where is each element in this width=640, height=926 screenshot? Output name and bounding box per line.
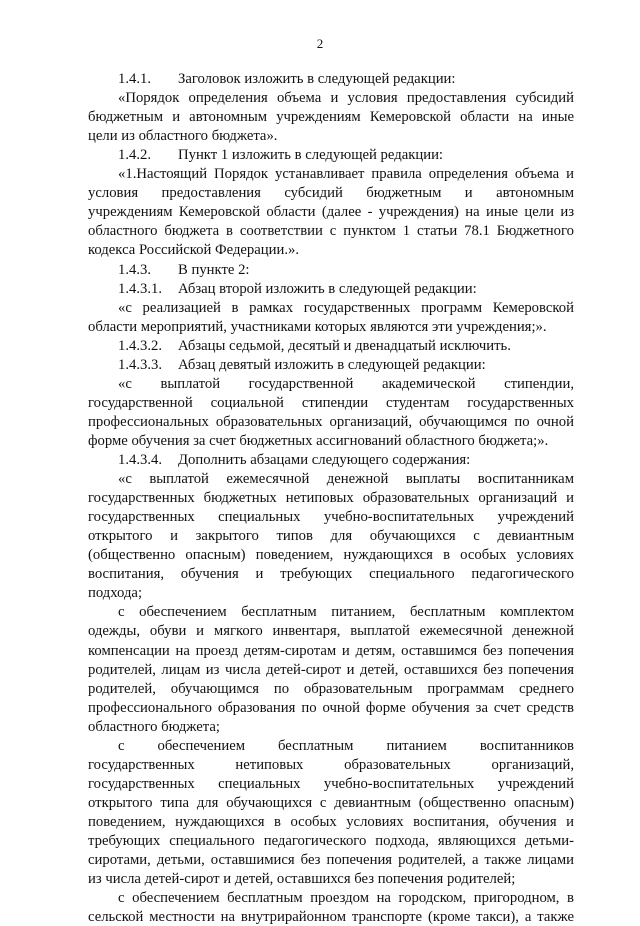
- text-line: [118, 451, 574, 469]
- line-text: из числа детей-сирот и детей, оставшихся без попечения родителей;: [88, 871, 516, 888]
- line-text: областного бюджета;: [88, 718, 220, 735]
- line-text: форме обучения за счет бюджетных ассигнований областного бюджета;».: [88, 432, 549, 449]
- line-text: с обеспечением бесплатным питанием воспитанников: [118, 737, 574, 754]
- text-line: [88, 908, 574, 926]
- text-line: [88, 699, 574, 717]
- line-text: родителей, лицам из числа детей-сирот и детей, оставшихся без попечения: [88, 661, 574, 678]
- line-text: «1.Настоящий Порядок устанавливает правила определения объема и: [118, 166, 574, 183]
- line-text: Пункт 1 изложить в следующей редакции:: [178, 147, 444, 164]
- clause-number: 1.4.3.1.: [118, 280, 163, 297]
- text-line: [118, 146, 574, 164]
- clause-number: 1.4.1.: [118, 71, 152, 87]
- text-line: [88, 527, 574, 545]
- text-line: [118, 889, 574, 907]
- line-text: открытого и закрытого типов для обучающихся с девиантным: [88, 528, 574, 545]
- line-text: профессионального образования по очной форме обучения за счет средств: [88, 699, 574, 716]
- line-text: условия предоставления субсидий бюджетным и автономным: [88, 185, 574, 202]
- line-text: профессиональных образовательных организаций, обучающимся по очной: [88, 413, 574, 430]
- line-text: с обеспечением бесплатным питанием, бесплатным комплектом: [118, 604, 574, 621]
- line-text: «с выплатой ежемесячной денежной выплаты воспитанникам: [118, 471, 574, 488]
- text-line: [88, 584, 574, 602]
- text-line: [88, 394, 574, 412]
- text-line: [118, 470, 574, 488]
- line-text: родителей, обучающимся по образовательным программам среднего: [88, 680, 574, 697]
- line-text: «с выплатой государственной академической стипендии,: [118, 375, 574, 392]
- line-text: государственной социальной стипендии студентам государственных: [88, 394, 574, 411]
- line-text: требующих специального педагогического подхода, являющихся детьми-: [88, 833, 574, 849]
- line-text: воспитания, обучения и требующих специального педагогического: [88, 566, 574, 583]
- line-text: бюджетным и автономным учреждениям Кемеровской области на иные: [88, 109, 574, 126]
- text-line: [88, 870, 574, 888]
- line-text: Абзац девятый изложить в следующей редакции:: [178, 356, 486, 373]
- text-line: [88, 127, 574, 145]
- text-line: [88, 432, 574, 450]
- text-line: [118, 356, 574, 374]
- clause-number: 1.4.3.: [118, 261, 152, 278]
- text-line: [88, 756, 574, 774]
- line-text: с обеспечением бесплатным проездом на городском, пригородном, в: [118, 890, 574, 907]
- text-line: [88, 108, 574, 126]
- line-text: кодекса Российской Федерации.».: [88, 242, 300, 259]
- text-line: [88, 565, 574, 583]
- text-line: [88, 622, 574, 640]
- text-line: [88, 222, 574, 240]
- text-line: [88, 661, 574, 679]
- text-line: [118, 280, 574, 298]
- text-line: [88, 642, 574, 660]
- line-text: государственных нетиповых образовательных организаций,: [88, 756, 574, 773]
- line-text: подхода;: [88, 585, 143, 602]
- text-line: [88, 851, 574, 869]
- text-line: [88, 318, 574, 336]
- clause-number: 1.4.3.2.: [118, 337, 163, 354]
- text-line: [118, 165, 574, 183]
- text-line: [88, 813, 574, 831]
- text-line: [118, 337, 574, 355]
- page-number: 2: [316, 36, 324, 51]
- text-line: [118, 603, 574, 621]
- text-line: [88, 241, 574, 259]
- text-line: [88, 775, 574, 793]
- text-line: [88, 718, 574, 736]
- text-line: [118, 89, 574, 107]
- text-line: [88, 489, 574, 507]
- line-text: областного бюджета в соответствии с пунктом 1 статьи 78.1 Бюджетного: [88, 223, 574, 240]
- line-text: государственных бюджетных нетиповых образовательных организаций и: [88, 490, 574, 507]
- text-line: [88, 203, 574, 221]
- clause-number: 1.4.3.4.: [118, 452, 163, 468]
- line-text: Абзацы седьмой, десятый и двенадцатый исключить.: [178, 337, 511, 354]
- text-line: [88, 546, 574, 564]
- line-text: Дополнить абзацами следующего содержания:: [178, 452, 471, 468]
- clause-number: 1.4.3.3.: [118, 356, 163, 373]
- line-text: компенсации на проезд детям-сиротам и детям, оставшимся без попечения: [88, 642, 574, 659]
- text-line: [118, 261, 574, 279]
- text-line: [88, 413, 574, 431]
- line-text: «Порядок определения объема и условия предоставления субсидий: [118, 90, 574, 107]
- line-text: В пункте 2:: [178, 261, 250, 278]
- line-text: (общественно опасным) поведением, нуждающихся в особых условиях: [88, 547, 574, 564]
- line-text: государственных специальных учебно-воспитательных учреждений: [88, 509, 574, 526]
- line-text: сельской местности на внутрирайонном транспорте (кроме такси), а также: [88, 909, 574, 926]
- line-text: поведением, нуждающихся в особых условиях воспитания, обучения и: [88, 813, 574, 830]
- line-text: открытого типа для обучающихся с девиантным (общественно опасным): [88, 794, 574, 811]
- text-line: [118, 737, 574, 755]
- clause-number: 1.4.2.: [118, 147, 152, 164]
- text-line: [88, 680, 574, 698]
- line-text: Абзац второй изложить в следующей редакции:: [178, 280, 477, 297]
- line-text: государственных специальных учебно-воспитательных учреждений: [88, 775, 574, 792]
- line-text: сиротами, детьми, оставшимися без попечения родителей, а также лицами: [88, 852, 574, 869]
- line-text: Заголовок изложить в следующей редакции:: [178, 71, 456, 87]
- line-text: учреждениям Кемеровской области (далее - учреждения) на иные цели из: [88, 204, 574, 221]
- line-text: «с реализацией в рамках государственных программ Кемеровской: [118, 299, 574, 316]
- line-text: области мероприятий, участниками которых являются эти учреждения;».: [88, 318, 547, 335]
- text-line: [88, 794, 574, 812]
- line-text: одежды, обуви и мягкого инвентаря, выплатой ежемесячной денежной: [88, 623, 574, 640]
- text-line: [88, 508, 574, 526]
- text-line: [88, 184, 574, 202]
- text-line: [118, 375, 574, 393]
- line-text: цели из областного бюджета».: [88, 128, 278, 145]
- text-line: [118, 299, 574, 317]
- text-line: [118, 70, 574, 88]
- text-line: [88, 832, 574, 850]
